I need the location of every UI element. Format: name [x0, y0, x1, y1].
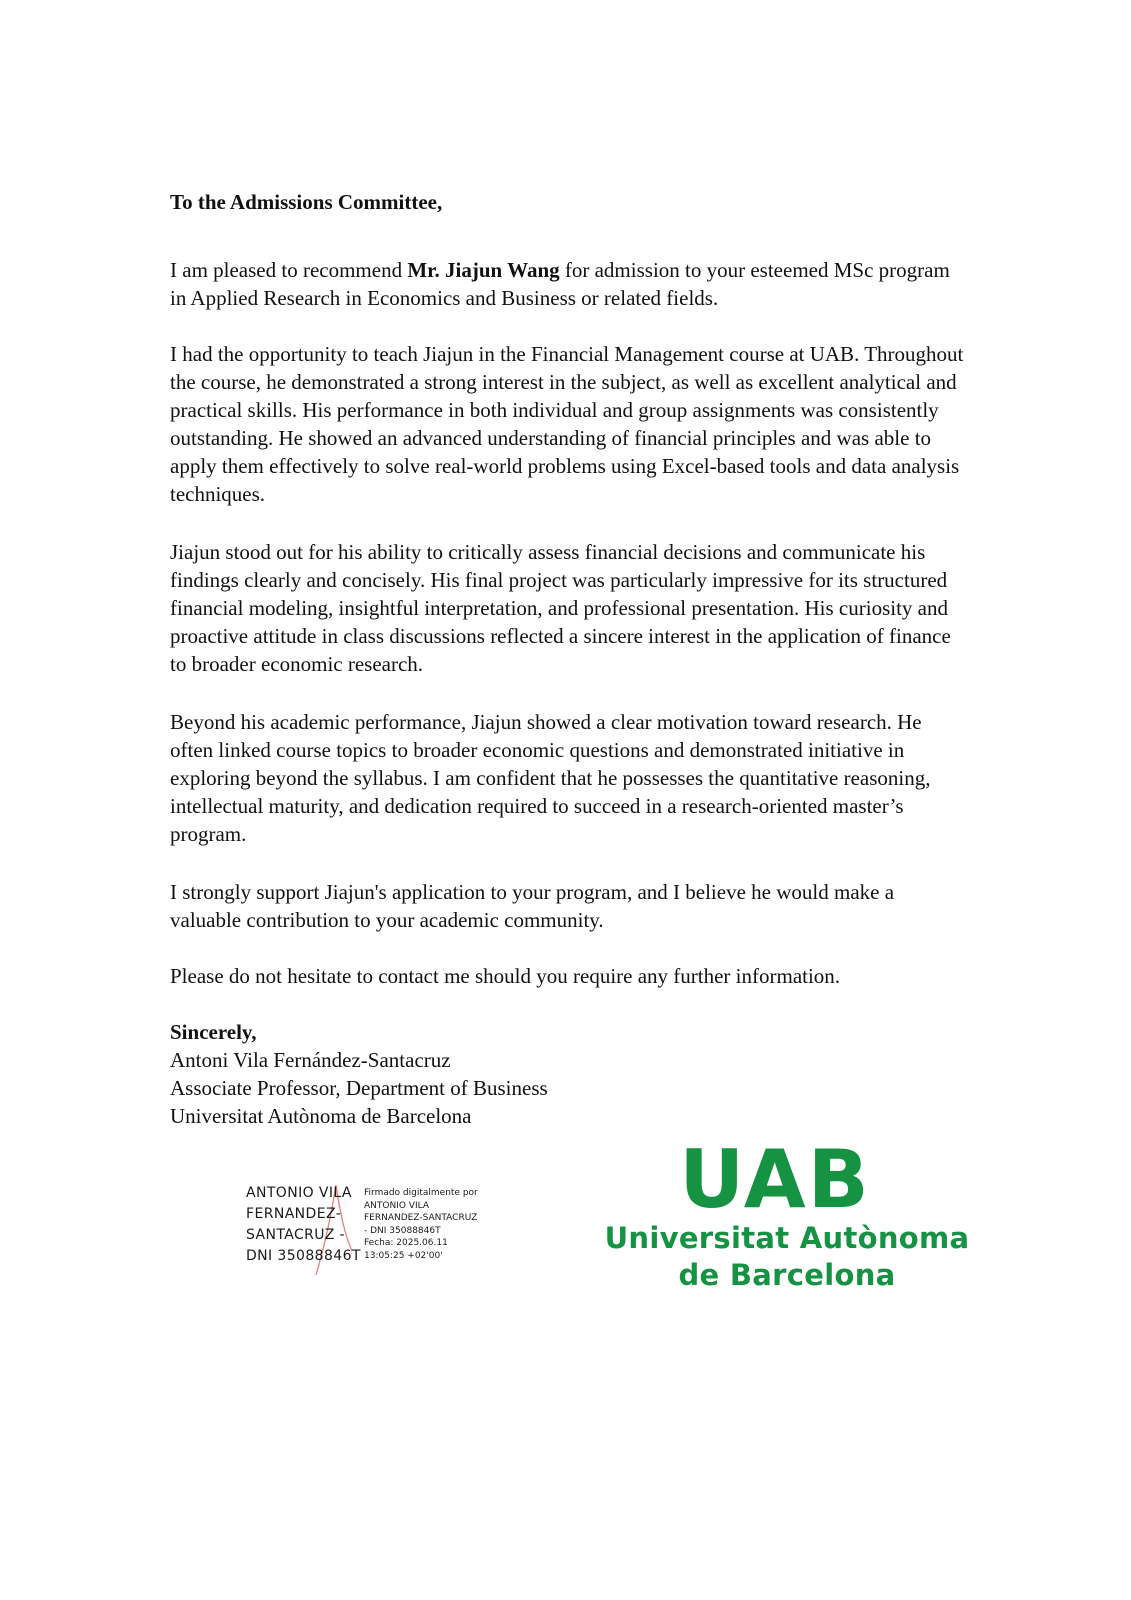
paragraph-support: I strongly support Jiajun's application to your program, and I believe he would make a valuable contribution to your academic community. — [170, 880, 895, 932]
logo-mark: UAB — [679, 1133, 871, 1226]
signature-detail-line: 13:05:25 +02'00' — [364, 1250, 443, 1261]
intro-text-before: I am pleased to recommend — [170, 258, 408, 282]
paragraph-contact: Please do not hesitate to contact me should you require any further information. — [170, 964, 841, 988]
signature-name-line: DNI 35088846T — [246, 1248, 361, 1264]
signature-detail-line: - DNI 35088846T — [364, 1225, 441, 1236]
logo-line-1: Universitat Autònoma — [604, 1221, 970, 1255]
signature-detail-line: ANTONIO VILA — [364, 1200, 429, 1211]
signature-details — [364, 1187, 478, 1262]
signature-name-line: SANTACRUZ - — [246, 1227, 345, 1243]
signature-name-block — [246, 1183, 361, 1267]
signature-detail-line: Fecha: 2025.06.11 — [364, 1238, 448, 1248]
signatory-institution: Universitat Autònoma de Barcelona — [170, 1104, 472, 1128]
signature-detail-line: Firmado digitalmente por — [364, 1188, 478, 1198]
logo-line-2: de Barcelona — [678, 1258, 896, 1292]
signature-detail-line: FERNANDEZ-SANTACRUZ — [364, 1213, 478, 1223]
closing: Sincerely, — [170, 1020, 257, 1044]
signatory-title: Associate Professor, Department of Business — [170, 1076, 548, 1100]
salutation: To the Admissions Committee, — [170, 190, 443, 214]
paragraph-research: Beyond his academic performance, Jiajun showed a clear motivation toward research. He often linked course topics to broader economic questions and demonstrated initiative in exploring beyond the syllabus. I am confident that he possesses the quantitative reasoning, intellectual maturity, and dedication required to succeed in a research-oriented master’s program. — [170, 710, 931, 846]
digital-signature — [246, 1183, 506, 1283]
signature-name-line: FERNANDEZ- — [246, 1206, 342, 1222]
paragraph-assessment: Jiajun stood out for his ability to critically assess financial decisions and communicate his findings clearly and concisely. His final project was particularly impressive for its structured financial modeling, insightful interpretation, and professional presentation. His curiosity and proactive attitude in class discussions reflected a sincere interest in the application of finance to broader economic research. — [170, 540, 951, 676]
signatory-name: Antoni Vila Fernández-Santacruz — [170, 1048, 451, 1072]
uab-logo — [592, 1133, 982, 1294]
intro-text-after: for admission to your esteemed MSc program in Applied Research in Economics and Business or related fields. — [170, 258, 950, 310]
letter-body — [170, 188, 970, 1130]
candidate-name: Mr. Jiajun Wang — [407, 258, 560, 282]
signature-name-line: ANTONIO VILA — [246, 1185, 352, 1201]
paragraph-course: I had the opportunity to teach Jiajun in the Financial Management course at UAB. Throughout the course, he demonstrated a strong interest in the subject, as well as excellent analytical and practical skills. His performance in both individual and group assignments was consistently outstanding. He showed an advanced understanding of financial principles and was able to apply them effectively to solve real-world problems using Excel-based tools and data analysis techniques. — [170, 342, 964, 506]
intro-paragraph — [170, 256, 970, 312]
